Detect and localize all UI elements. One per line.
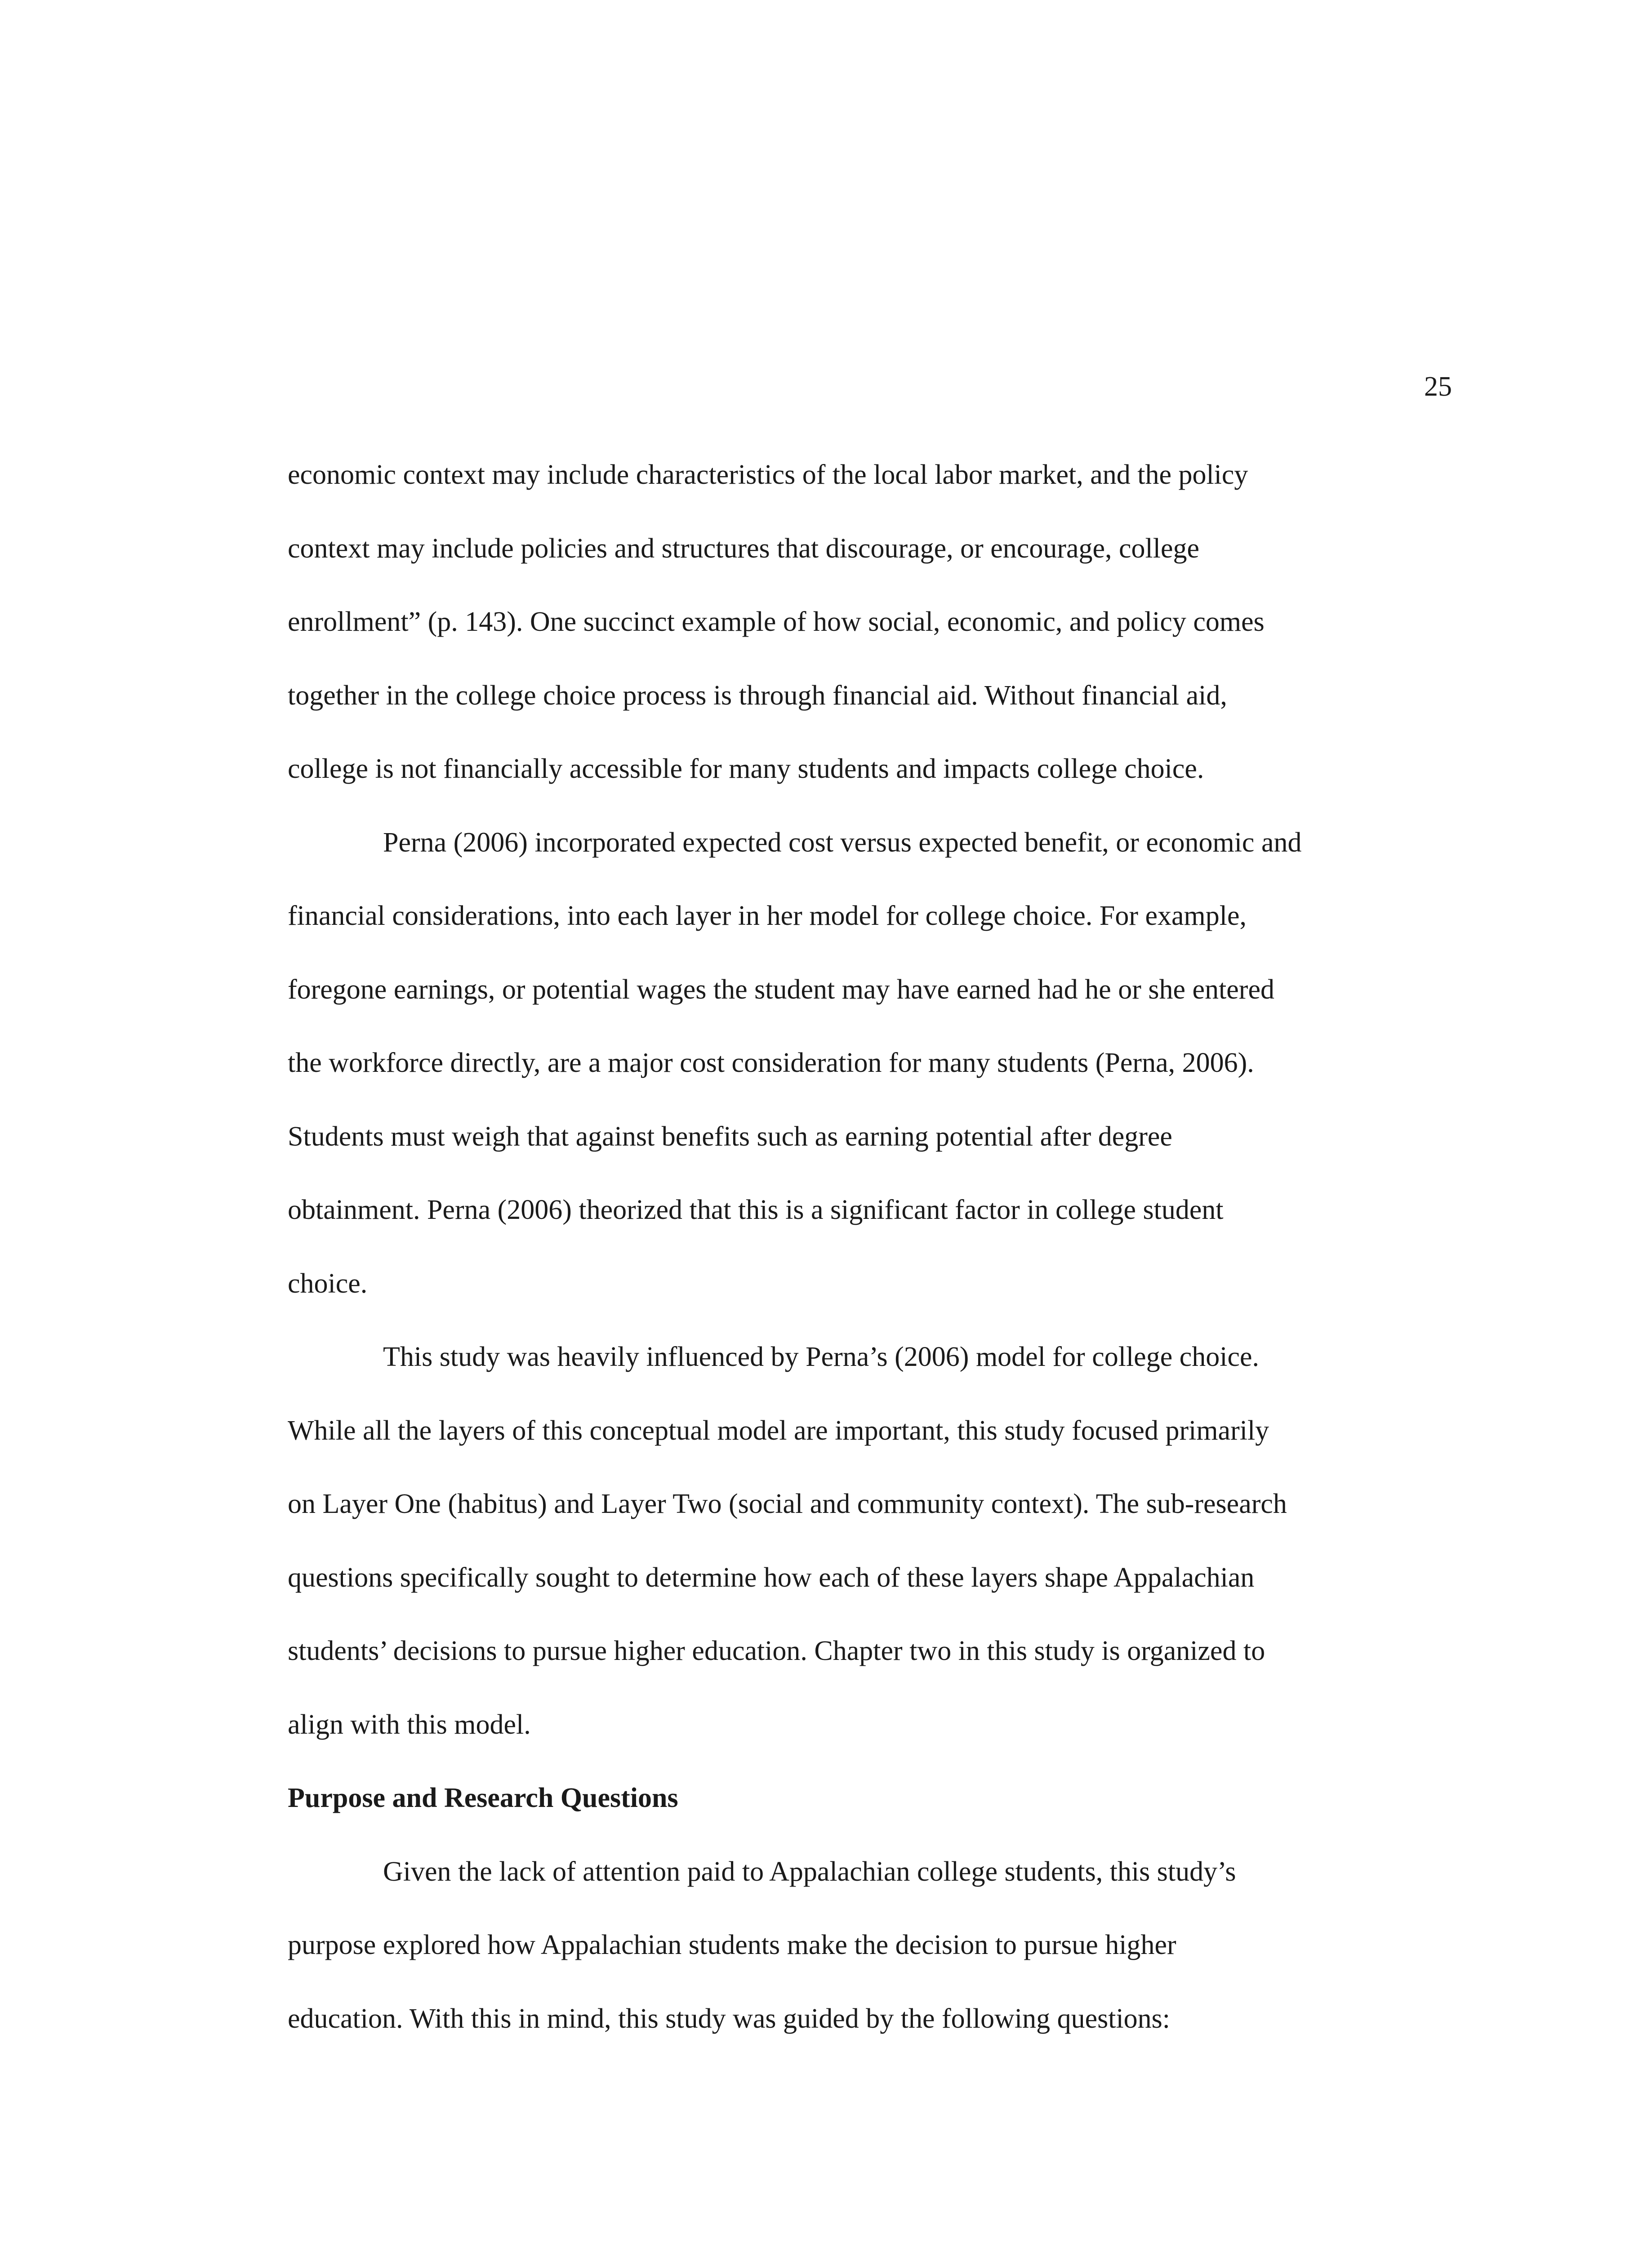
text-line: questions specifically sought to determine how each of these layers shape Appalachian xyxy=(288,1562,1255,1593)
text-line: on Layer One (habitus) and Layer Two (social and community context). The sub-research xyxy=(288,1489,1287,1519)
text-line: purpose explored how Appalachian students make the decision to pursue higher xyxy=(288,1930,1176,1960)
body-text xyxy=(288,438,1465,2056)
text-line: financial considerations, into each layer in her model for college choice. For example, xyxy=(288,901,1247,931)
text-line: While all the layers of this conceptual model are important, this study focused primarily xyxy=(288,1415,1269,1446)
paragraph-first-line: Given the lack of attention paid to Appalachian college students, this study’s xyxy=(383,1856,1236,1887)
text-line: college is not financially accessible for many students and impacts college choice. xyxy=(288,754,1204,784)
text-line: obtainment. Perna (2006) theorized that this is a significant factor in college student xyxy=(288,1195,1224,1225)
text-line: choice. xyxy=(288,1268,368,1299)
text-line: economic context may include characteristics of the local labor market, and the policy xyxy=(288,459,1248,490)
text-line: students’ decisions to pursue higher education. Chapter two in this study is organized to xyxy=(288,1636,1265,1666)
text-line: align with this model. xyxy=(288,1709,531,1740)
text-line: foregone earnings, or potential wages the student may have earned had he or she entered xyxy=(288,974,1274,1005)
text-line: together in the college choice process is through financial aid. Without financial aid, xyxy=(288,680,1227,711)
text-line: education. With this in mind, this study was guided by the following questions: xyxy=(288,2003,1171,2034)
text-line: context may include policies and structures that discourage, or encourage, college xyxy=(288,533,1200,564)
paragraph-first-line: This study was heavily influenced by Perna’s (2006) model for college choice. xyxy=(383,1342,1260,1372)
text-line: Students must weigh that against benefits such as earning potential after degree xyxy=(288,1121,1172,1152)
text-line: the workforce directly, are a major cost consideration for many students (Perna, 2006). xyxy=(288,1048,1254,1078)
text-line: enrollment” (p. 143). One succinct example of how social, economic, and policy comes xyxy=(288,607,1265,637)
page-number: 25 xyxy=(1424,371,1452,402)
paragraph-first-line: Perna (2006) incorporated expected cost versus expected benefit, or economic and xyxy=(383,827,1302,858)
section-heading: Purpose and Research Questions xyxy=(288,1783,678,1813)
